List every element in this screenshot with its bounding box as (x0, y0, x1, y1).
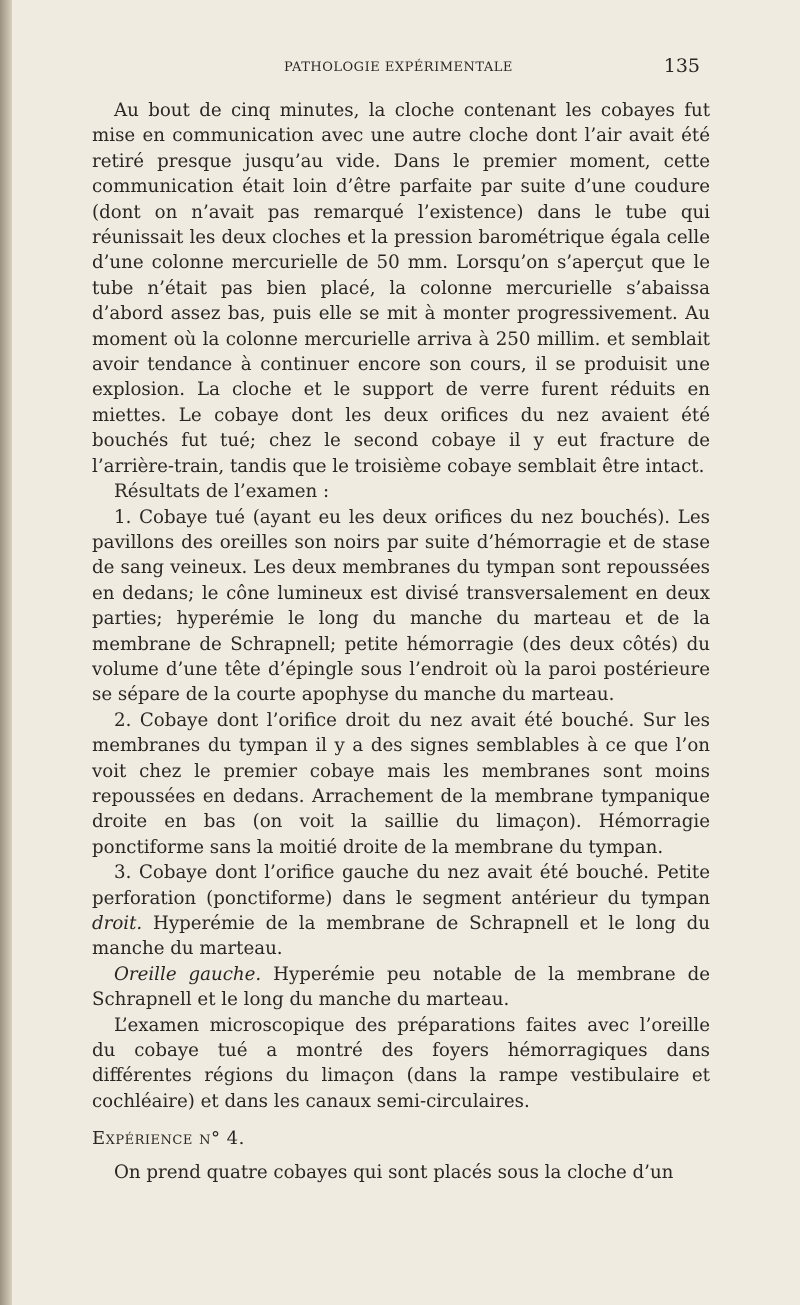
case-3-italic-right: droit. (92, 913, 143, 934)
case-3-text: 3. Cobaye dont l’orifice gauche du nez avait été bouché. Petite perforation (ponctiforme) dans le segment antérieur du tympan (92, 862, 710, 909)
body-text (92, 98, 710, 1185)
page-number: 135 (663, 55, 700, 77)
paragraph-experience-4-start: On prend quatre cobayes qui sont placés sous la cloche d’un (114, 1161, 674, 1183)
paragraph-case-3 (92, 860, 710, 962)
paragraph-case-1: 1. Cobaye tué (ayant eu les deux orifices du nez bouchés). Les pavillons des oreilles son noirs par suite d’hémorragie et de stase de sang veineux. Les deux membranes du tympan sont repoussées en dedans; le cône lumineux est divisé transversalement en deux parties; hyperémie le long du manche du marteau et de la membrane de Schrapnell; petite hémorragie (des deux côtés) du volume d’une tête d’épingle sous l’endroit où la paroi postérieure se sépare de la courte apophyse du manche du marteau. (92, 506, 710, 706)
section-heading-experience-4: Expérience n° 4. (92, 1128, 245, 1150)
paragraph-left-ear (92, 962, 710, 1013)
paragraph-explosion: Au bout de cinq minutes, la cloche contenant les cobayes fut mise en communication avec une autre cloche dont l’air avait été retiré presque jusqu’au vide. Dans le premier moment, cette communication était loin d’être parfaite par suite d’une coudure (dont on n’avait pas remarqué l’existence) dans le tube qui réunissait les deux cloches et la pression barométrique égala celle d’une colonne mercurielle de 50 mm. Lorsqu’on s’aperçut que le tube n’était pas bien placé, la colonne mercurielle s’abaissa d’abord assez bas, puis elle se mit à monter progressivement. Au moment où la colonne mercurielle arriva à 250 millim. et semblait avoir tendance à continuer encore son cours, il se produisit une explosion. La cloche et le support de verre furent réduits en miettes. Le cobaye dont les deux orifices du nez avaient été bouchés fut tué; chez le second cobaye il y eut fracture de l’arrière-train, tandis que le troisième cobaye semblait être intact. (92, 100, 710, 477)
left-ear-italic-label: Oreille gauche. (114, 963, 262, 985)
book-page (12, 0, 800, 1305)
paragraph-microscopic-exam: L’examen microscopique des préparations faites avec l’oreille du cobaye tué a montré des foyers hémorragiques dans différentes régions du limaçon (dans la rampe vestibulaire et cochléaire) et dans les canaux semi-circulaires. (92, 1014, 710, 1112)
page-gutter-shadow (0, 0, 12, 1305)
paragraph-case-2: 2. Cobaye dont l’orifice droit du nez avait été bouché. Sur les membranes du tympan il y a des signes semblables à ce que l’on voit chez le premier cobaye mais les membranes sont moins repoussées en dedans. Arrachement de la membrane tympanique droite en bas (on voit la saillie du limaçon). Hémorragie ponctiforme sans la moitié droite de la membrane du tympan. (92, 709, 710, 858)
left-ear-text: Hyperémie peu notable de la membrane de Schrapnell et le long du manche du marteau. (92, 963, 710, 1011)
paragraph-results-intro: Résultats de l’examen : (114, 481, 330, 503)
running-title: PATHOLOGIE EXPÉRIMENTALE (284, 60, 513, 75)
case-3-text-end: Hyperémie de la membrane de Schrapnell et le long du manche du marteau. (92, 913, 710, 960)
